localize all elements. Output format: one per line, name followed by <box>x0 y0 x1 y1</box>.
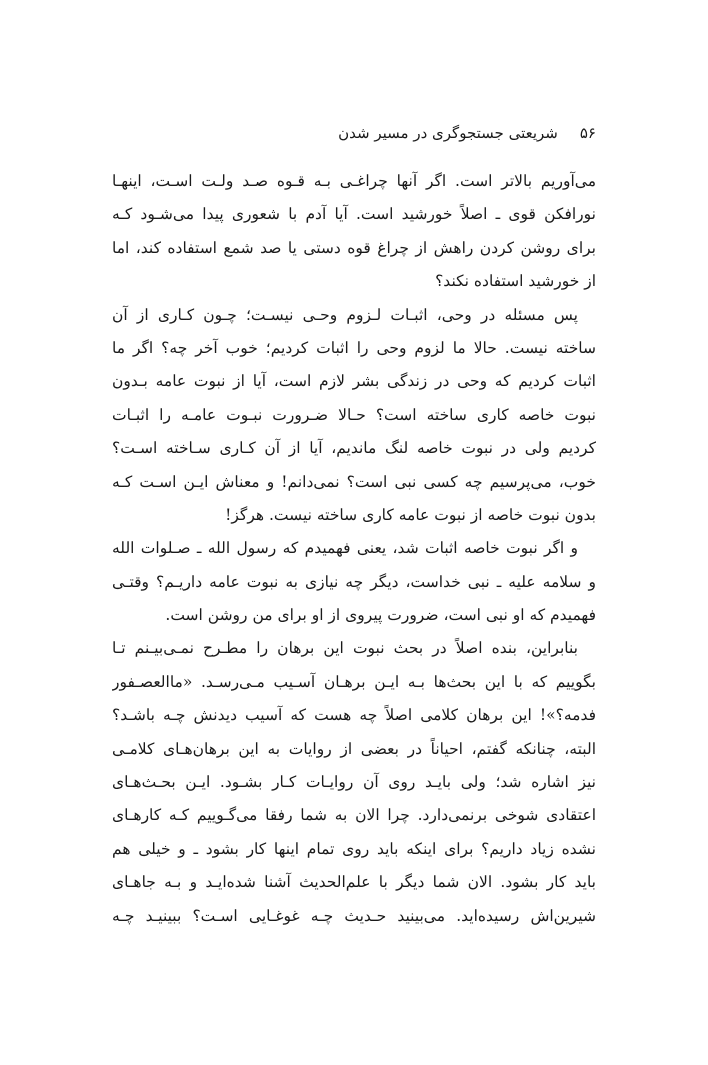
text-line: می‌آوریم بالاتر است. اگر آنها چراغـی بـه قـوه صـد ولـت اسـت، اینهـا <box>112 172 596 190</box>
text-line: خوب، می‌پرسیم چه کسی نبی است؟ نمی‌دانم! و معناش ایـن اسـت کـه <box>112 472 596 491</box>
text-line: و سلامه علیه ـ نبی خداست، دیگر چه نیازی به نبوت عامه داریـم؟ وقتـی <box>112 572 596 591</box>
text-line: نبوت خاصه کاری ساخته است؟ حـالا ضـرورت نبـوت عامـه را اثبـات <box>112 405 596 424</box>
running-header <box>112 121 596 145</box>
text-line: باید کار بشود. الان شما دیگر با علم‌الحدیث آشنا شده‌ایـد و بـه جاهـای <box>112 873 596 892</box>
text-line: اثبات کردیم که وحی در زندگی بشر لازم است، آیا از نبوت عامه بـدون <box>112 372 596 391</box>
paragraph <box>112 532 596 632</box>
text-line: بدون نبوت خاصه از نبوت عامه کاری ساخته نیست. هرگز! <box>225 505 596 524</box>
text-line: بگوییم که با این بحث‌ها بـه ایـن برهـان آسـیب مـی‌رسـد. «ماالعصـفور <box>112 672 596 691</box>
text-line: کردیم ولی در نبوت خاصه لنگ ماندیم، آیا از آن کـاری سـاخته اسـت؟ <box>112 439 596 458</box>
body-text <box>112 165 596 933</box>
paragraph <box>112 165 596 299</box>
text-line: نیز اشاره شد؛ ولی بایـد روی آن روایـات کـار بشـود. ایـن بحـث‌هـای <box>112 773 596 792</box>
text-line: نشده زیاد داریم؟ برای اینکه باید روی تمام اینها کار بشود ـ و خیلی هم <box>112 839 596 858</box>
paragraph <box>112 299 596 533</box>
text-line: فهمیدم که او نبی است، ضرورت پیروی از او برای من روشن است. <box>165 606 596 625</box>
text-line: نورافکن قوی ـ اصلاً خورشید است. آیا آدم با شعوری پیدا می‌شـود کـه <box>112 205 596 224</box>
text-line: برای روشن کردن راهش از چراغ قوه دستی یا صد شمع استفاده کند، اما <box>112 238 596 257</box>
text-line: و اگر نبوت خاصه اثبات شد، یعنی فهمیدم که رسول الله ـ صـلوات الله <box>112 539 578 558</box>
text-line: اعتقادی شوخی برنمی‌دارد. چرا الان به شما رفقا می‌گـوییم کـه کارهـای <box>112 806 596 825</box>
chapter-title: شریعتی جستجوگری در مسیر شدن <box>338 124 558 142</box>
text-line: فدمه؟»! این برهان کلامی اصلاً چه هست که آسیب دیدنش چـه باشـد؟ <box>112 706 596 725</box>
text-line: بنابراین، بنده اصلاً در بحث نبوت این برهان را مطـرح نمـی‌بیـنم تـا <box>112 639 578 658</box>
text-line: شیرین‌اش رسیده‌اید. می‌بینید حـدیث چـه غوغـایی اسـت؟ ببینیـد چـه <box>112 906 596 925</box>
text-line: ساخته نیست. حالا ما لزوم وحی را اثبات کردیم؛ خوب آخر چه؟ اگر ما <box>112 338 596 357</box>
text-line: البته، چنانکه گفتم، احیاناً در بعضی از روایات به این برهان‌هـای کلامـی <box>112 739 596 758</box>
paragraph <box>112 632 596 933</box>
text-line: از خورشید استفاده نکند؟ <box>435 272 596 291</box>
text-line: پس مسئله در وحی، اثبـات لـزوم وحـی نیسـت؛ چـون کـاری از آن <box>112 305 578 324</box>
page-number: ۵۶ <box>579 124 596 142</box>
